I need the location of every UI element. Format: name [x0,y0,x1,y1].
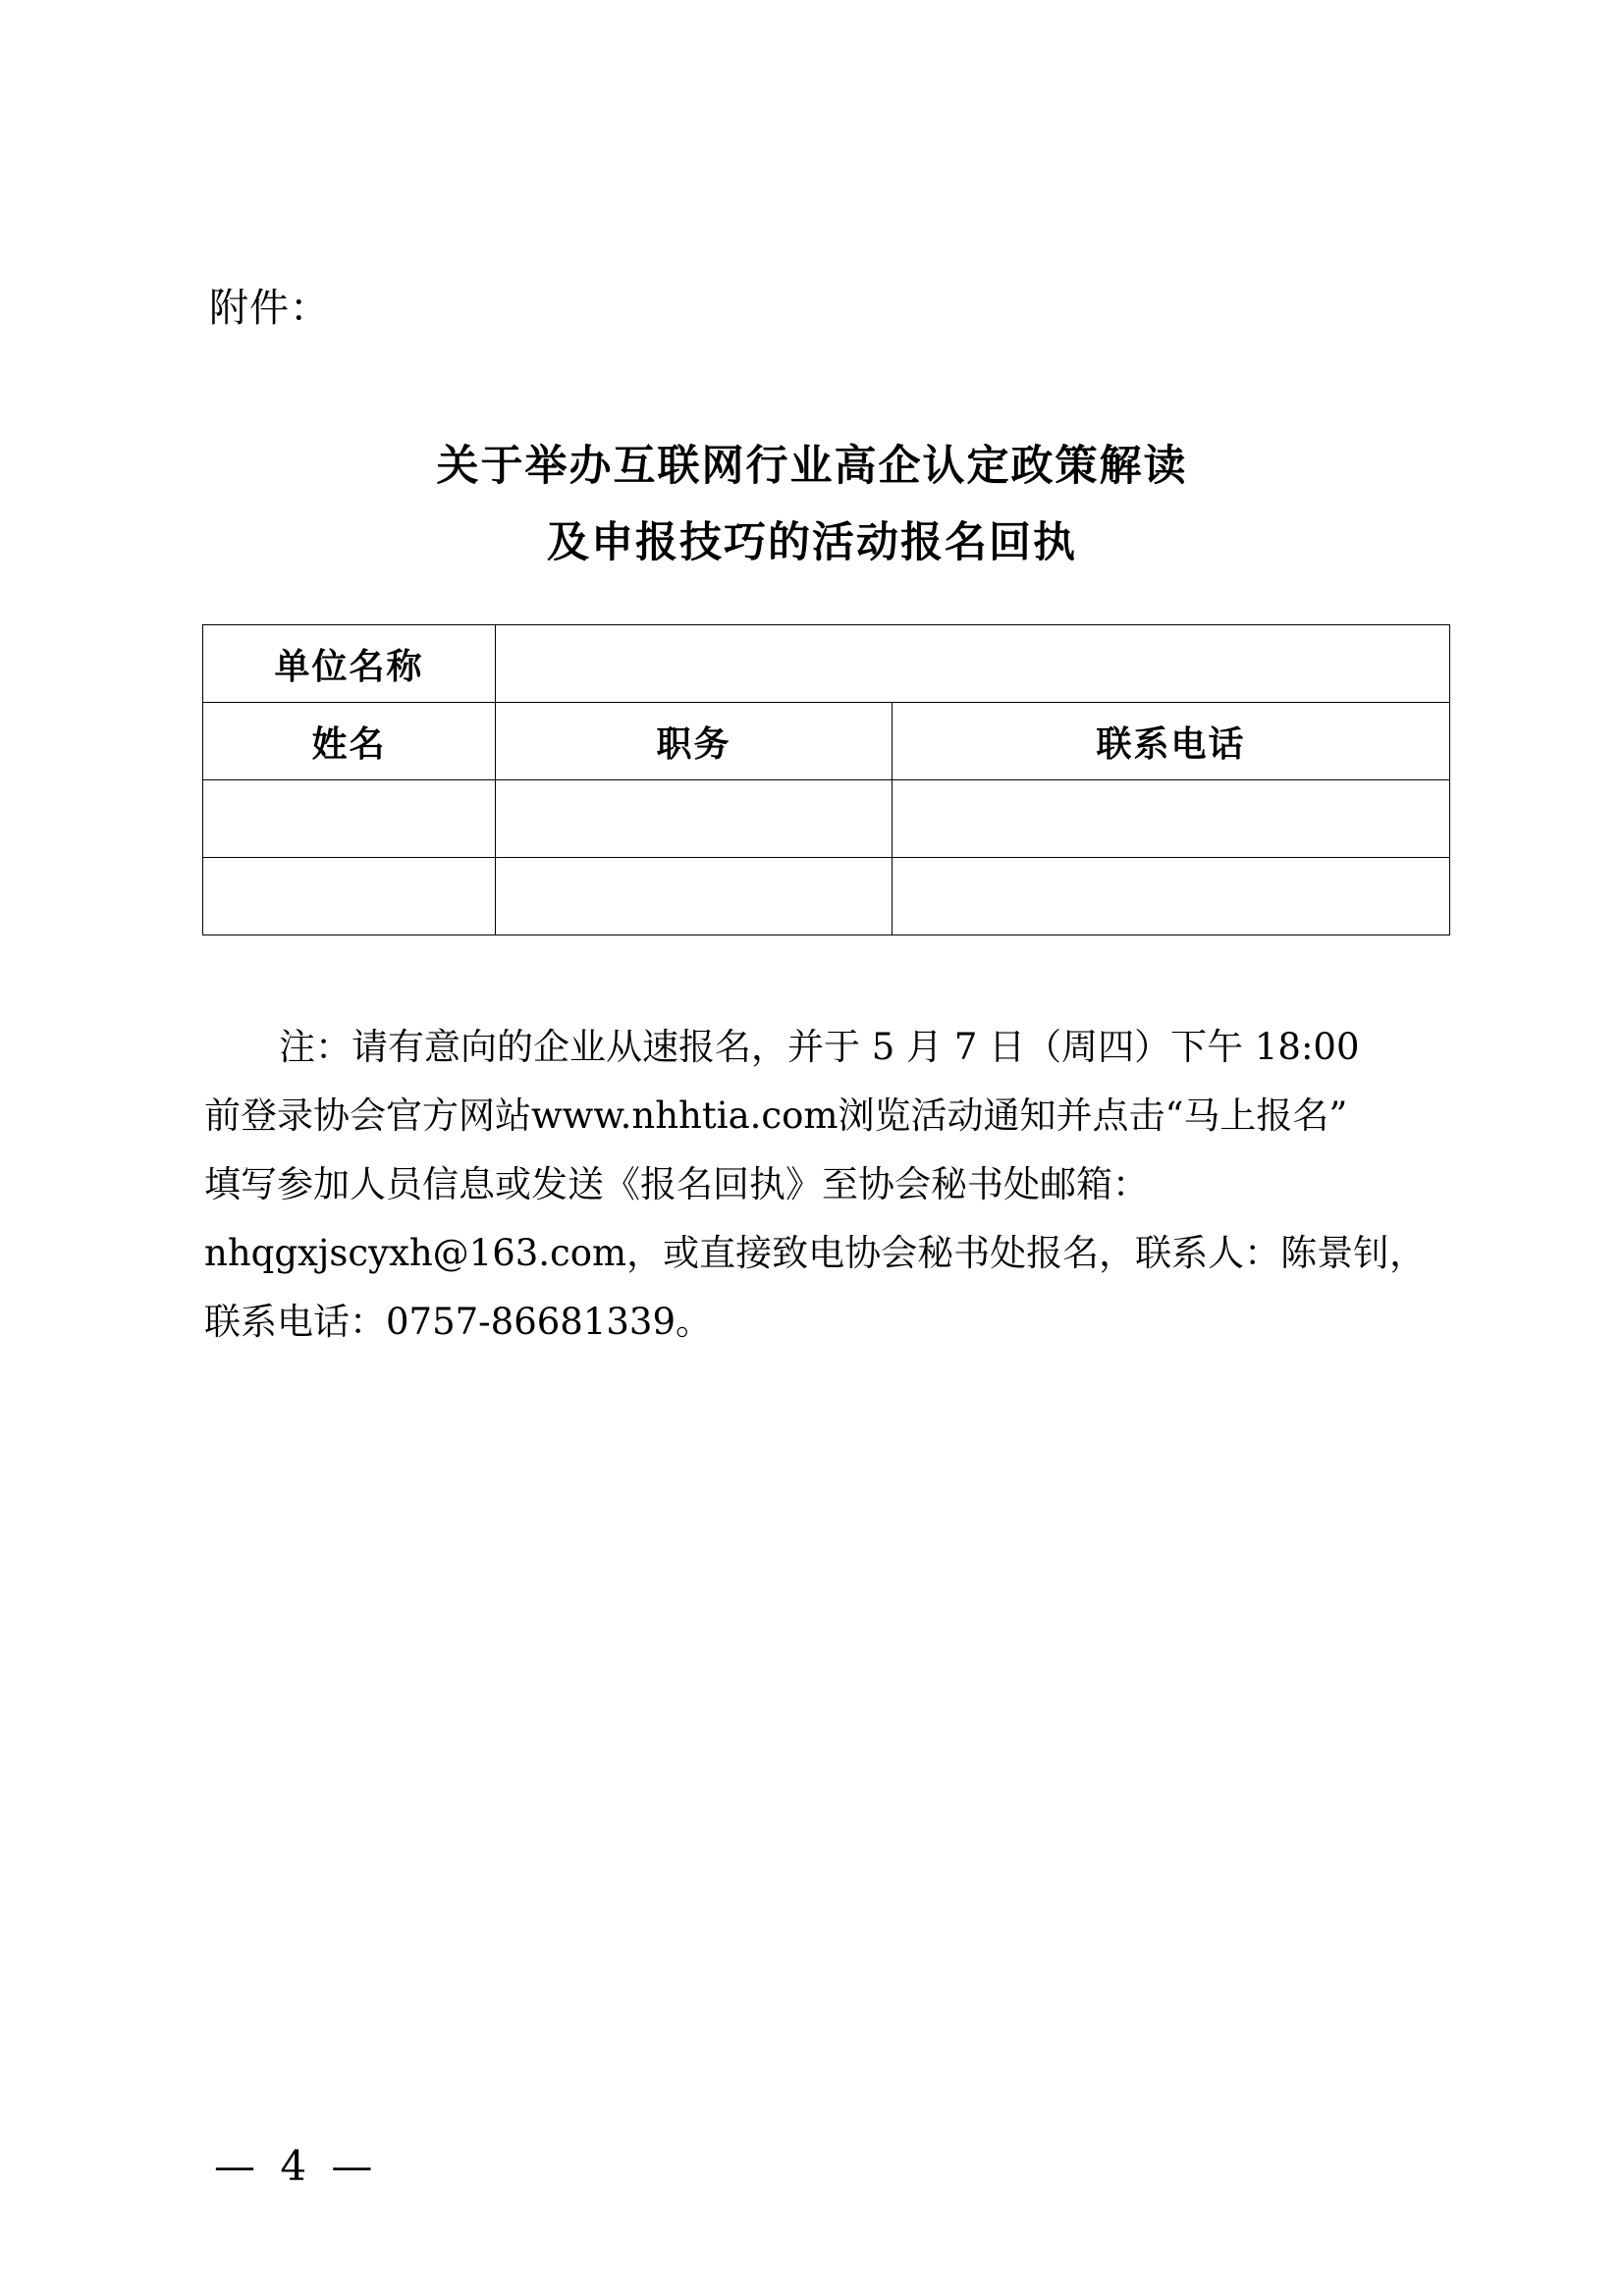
page-number: — 4 — [214,2142,379,2190]
table-row-unit-name [203,625,1450,703]
cell-phone[interactable] [893,780,1450,858]
cell-unit-name-label: 单位名称 [203,625,496,703]
note-line-1: 注：请有意向的企业从速报名，并于 5 月 7 日（周四）下午 18:00 [279,1026,1360,1068]
note-line-3: 填写参加人员信息或发送《报名回执》至协会秘书处邮箱： [204,1163,1149,1205]
cell-unit-name-value[interactable] [496,625,1450,703]
attachment-label: 附件： [209,286,330,331]
title-line-2: 及申报技巧的活动报名回执 [547,518,1077,567]
cell-position[interactable] [496,780,893,858]
note-paragraph [204,1013,1441,1357]
column-header-phone: 联系电话 [893,703,1450,780]
note-line-2: 前登录协会官方网站www.nhhtia.com浏览活动通知并点击“马上报名” [204,1095,1348,1137]
column-header-position: 职务 [496,703,893,780]
note-line-5: 联系电话：0757-86681339。 [204,1301,712,1343]
registration-table [202,624,1450,935]
page-title [0,428,1624,581]
cell-name[interactable] [203,858,496,935]
table-row [203,858,1450,935]
column-header-name: 姓名 [203,703,496,780]
title-line-1: 关于举办互联网行业高企认定政策解读 [436,442,1188,491]
table-row-headers [203,703,1450,780]
cell-phone[interactable] [893,858,1450,935]
cell-name[interactable] [203,780,496,858]
table-row [203,780,1450,858]
cell-position[interactable] [496,858,893,935]
note-line-4: nhqgxjscyxh@163.com，或直接致电协会秘书处报名，联系人：陈景钊， [204,1232,1427,1274]
